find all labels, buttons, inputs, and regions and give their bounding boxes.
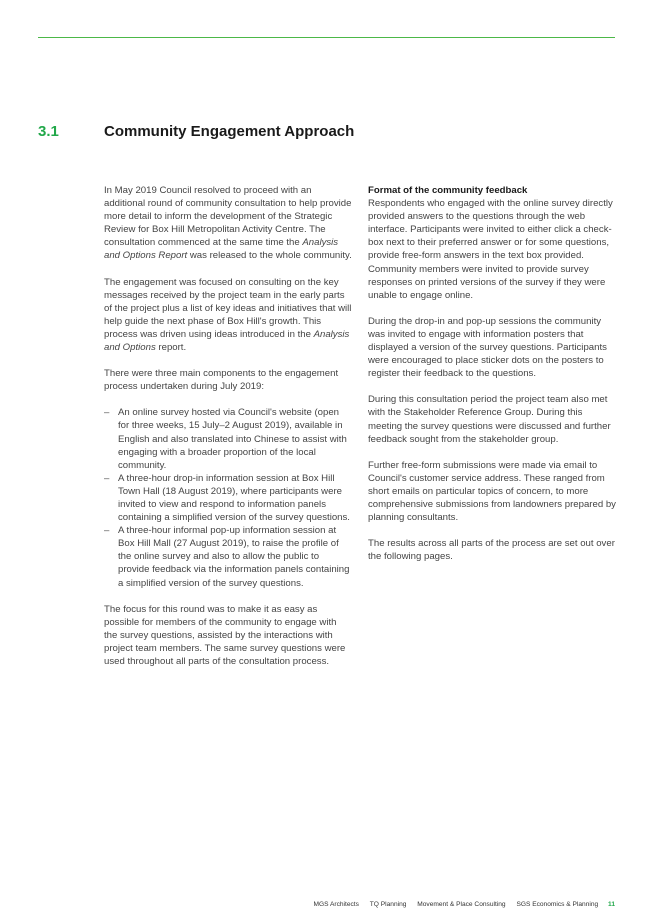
left-column [104, 184, 352, 681]
page-number: 11 [608, 901, 615, 908]
list-item: – A three-hour drop-in information session at Box Hill Town Hall (18 August 2019), where participants were invited to view and respond to information panels containing a simplified version of the survey questions. [104, 472, 352, 524]
list-item: – An online survey hosted via Council's website (open for three weeks, 15 July–2 August 2019), available in English and also translated into Chinese to assist with engaging with a broader proportion of the local community. [104, 406, 352, 471]
engagement-paragraph: The engagement was focused on consulting on the key messages received by the project team in the early parts of the project plus a list of key ideas and initiatives that will help guide the next phase of Box Hill's growth. This process was driven using ideas introduced in the Analysis and Options report. [104, 276, 352, 354]
footer-credit: MGS Architects [313, 901, 359, 908]
footer-credit: TQ Planning [369, 901, 407, 908]
footer-credit: SGS Economics & Planning [516, 901, 599, 908]
stakeholder-paragraph: During this consultation period the project team also met with the Stakeholder Reference Group. During this meeting the survey questions were discussed and further feedback sought from the stakeholder group. [368, 394, 611, 445]
intro-paragraph: In May 2019 Council resolved to proceed with an additional round of community consultation to help provide more detail to inform the development of the Strategic Review for Box Hill Metropolitan Activity Centre. The consultation commenced at the same time the Analysis and Options Report was released to the whole community. [104, 185, 352, 262]
sessions-paragraph: During the drop-in and pop-up sessions the community was invited to engage with information posters that displayed a version of the survey questions. Participants were encouraged to place sticker dots on the posters to register their feedback to the questions. [368, 315, 607, 380]
focus-paragraph: The focus for this round was to make it as easy as possible for members of the community to engage with the survey questions, assisted by the interactions with project team members. The same survey questions were used throughout all parts of the consultation process. [104, 603, 346, 667]
components-paragraph: There were three main components to the engagement process undertaken during July 2019: [104, 368, 339, 393]
results-paragraph: The results across all parts of the process are set out over the following pages. [368, 538, 615, 563]
header-rule [38, 37, 615, 38]
right-column [368, 184, 616, 576]
submissions-paragraph: Further free-form submissions were made via email to Council's customer service address. These ranged from short emails on particular topics of concern, to more comprehensive submissions from landowners prepared by planning consultants. [368, 459, 616, 524]
report-title: Analysis and Options [104, 328, 350, 354]
footer-credit: Movement & Place Consulting [417, 901, 506, 908]
section-number: 3.1 [38, 123, 59, 140]
report-title: Analysis and Options Report [104, 237, 339, 262]
online-survey-paragraph: Respondents who engaged with the online survey directly provided answers to the questions through the web interface. Participants were invited to either click a check-box next to their preferred answer or for some questions, provide free-form answers in the text box provided. Community members were invited to provide survey responses on printed versions of the survey if they were unable to engage online. [368, 198, 613, 301]
section-title: Community Engagement Approach [104, 123, 355, 140]
list-item: – A three-hour informal pop-up information session at Box Hill Mall (27 August 2019), to raise the profile of the online survey and also to allow the public to provide feedback via the information panels containing a simplified version of the survey questions. [104, 524, 352, 589]
page-footer [304, 900, 615, 909]
feedback-format-heading: Format of the community feedback [368, 185, 528, 196]
components-list [104, 406, 352, 589]
